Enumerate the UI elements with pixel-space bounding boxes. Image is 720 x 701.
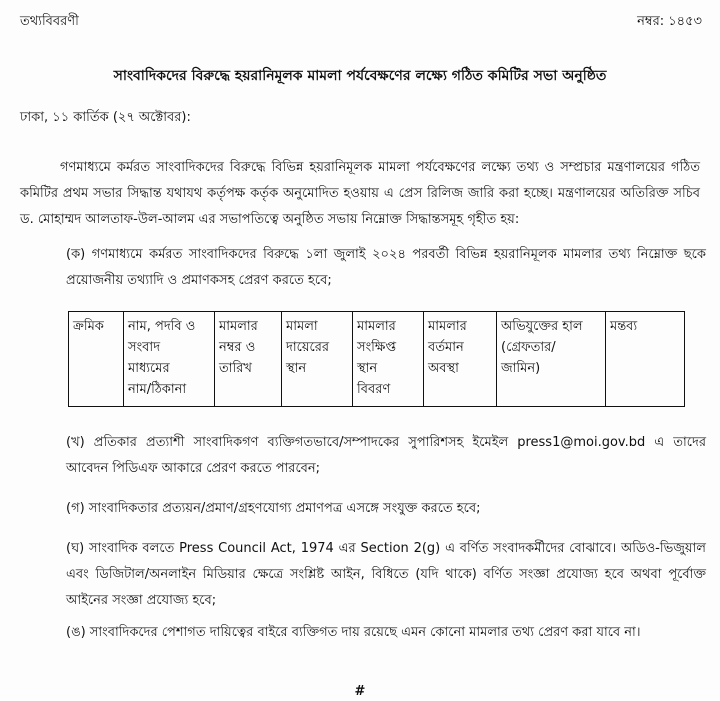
table-header-cell: মামলার সংক্ষিপ্ত স্থান বিবরণ bbox=[353, 312, 424, 407]
table-header-cell: মামলার বর্তমান অবস্থা bbox=[424, 312, 497, 407]
decision-item-ga: (গ) সাংবাদিকতার প্রত্যয়ন/প্রমাণ/গ্রহণযোগ্য প্রমাণপত্র এসঙ্গে সংযুক্ত করতে হবে; bbox=[66, 501, 481, 516]
decision-item-ka: (ক) গণমাধ্যমে কর্মরত সাংবাদিকদের বিরুদ্ধে ১লা জুলাই ২০২৪ পরবর্তী বিভিন্ন হয়রানিমূলক মামলার তথ্য নিম্নোক্ত ছকে প্রয়োজনীয় তথ্যাদি ও প্রমাণকসহ প্রেরণ করতে হবে; bbox=[66, 247, 706, 288]
decision-item-uma: (ঙ) সাংবাদিকদের পেশাগত দায়িত্বের বাইরে ব্যক্তিগত দায় রয়েছে এমন কোনো মামলার তথ্য প্রেরণ করা যাবে না। bbox=[66, 625, 641, 640]
table-header-row bbox=[69, 312, 685, 407]
table-header-cell: মামলার নম্বর ও তারিখ bbox=[215, 312, 282, 407]
table-header-cell: ক্রমিক bbox=[69, 312, 124, 407]
page-title: সাংবাদিকদের বিরুদ্ধে হয়রানিমূলক মামলা পর্যবেক্ষণের লক্ষ্যে গঠিত কমিটির সভা অনুষ্ঠিত bbox=[113, 68, 607, 84]
table-header-cell: অভিযুক্তের হাল (গ্রেফতার/ জামিন) bbox=[497, 312, 606, 407]
end-mark: # bbox=[354, 684, 366, 699]
decision-item-kha: (খ) প্রতিকার প্রত্যাশী সাংবাদিকগণ ব্যক্তিগতভাবে/সম্পাদকের সুপারিশসহ ইমেইল press1@moi.gov.bd এ তাদের আবেদন পিডিএফ আকারে প্রেরণ করতে পারবেন; bbox=[66, 435, 706, 476]
table-header-cell: নাম, পদবি ও সংবাদ মাধ্যমের নাম/ঠিকানা bbox=[124, 312, 215, 407]
intro-paragraph: গণমাধ্যমে কর্মরত সাংবাদিকদের বিরুদ্ধে বিভিন্ন হয়রানিমূলক মামলা পর্যবেক্ষণের লক্ষ্যে তথ্য ও সম্প্রচার মন্ত্রণালয়ের গঠিত কমিটির প্রথম সভার সিদ্ধান্ত যথাযথ কর্তৃপক্ষ কর্তৃক অনুমোদিত হওয়ায় এ প্রেস রিলিজ জারি করা হচ্ছে। মন্ত্রণালয়ের অতিরিক্ত সচিব ড. মোহাম্মদ আলতাফ-উল-আলম এর সভাপতিত্বে অনুষ্ঠিত সভায় নিম্নোক্ত সিদ্ধান্তসমূহ গৃহীত হয়: bbox=[20, 160, 700, 227]
document-type-label: তথ্যবিবরণী bbox=[20, 14, 79, 29]
release-number: নম্বর: ১৪৫৩ bbox=[637, 14, 702, 29]
table-header-cell: মন্তব্য bbox=[606, 312, 685, 407]
decision-item-gha: (ঘ) সাংবাদিক বলতে Press Council Act, 1974 এর Section 2(g) এ বর্ণিত সংবাদকর্মীদের বোঝাবে। অডিও-ভিজুয়াল এবং ডিজিটাল/অনলাইন মিডিয়ার ক্ষেত্রে সংশ্লিষ্ট আইন, বিধিতে (যদি থাকে) বর্ণিত সংজ্ঞা প্রযোজ্য হবে অথবা পূর্বোক্ত আইনের সংজ্ঞা প্রযোজ্য হবে; bbox=[66, 541, 706, 608]
table-header-cell: মামলা দায়েরের স্থান bbox=[282, 312, 353, 407]
dateline: ঢাকা, ১১ কার্তিক (২৭ অক্টোবর): bbox=[20, 110, 191, 125]
case-info-table bbox=[68, 311, 685, 407]
